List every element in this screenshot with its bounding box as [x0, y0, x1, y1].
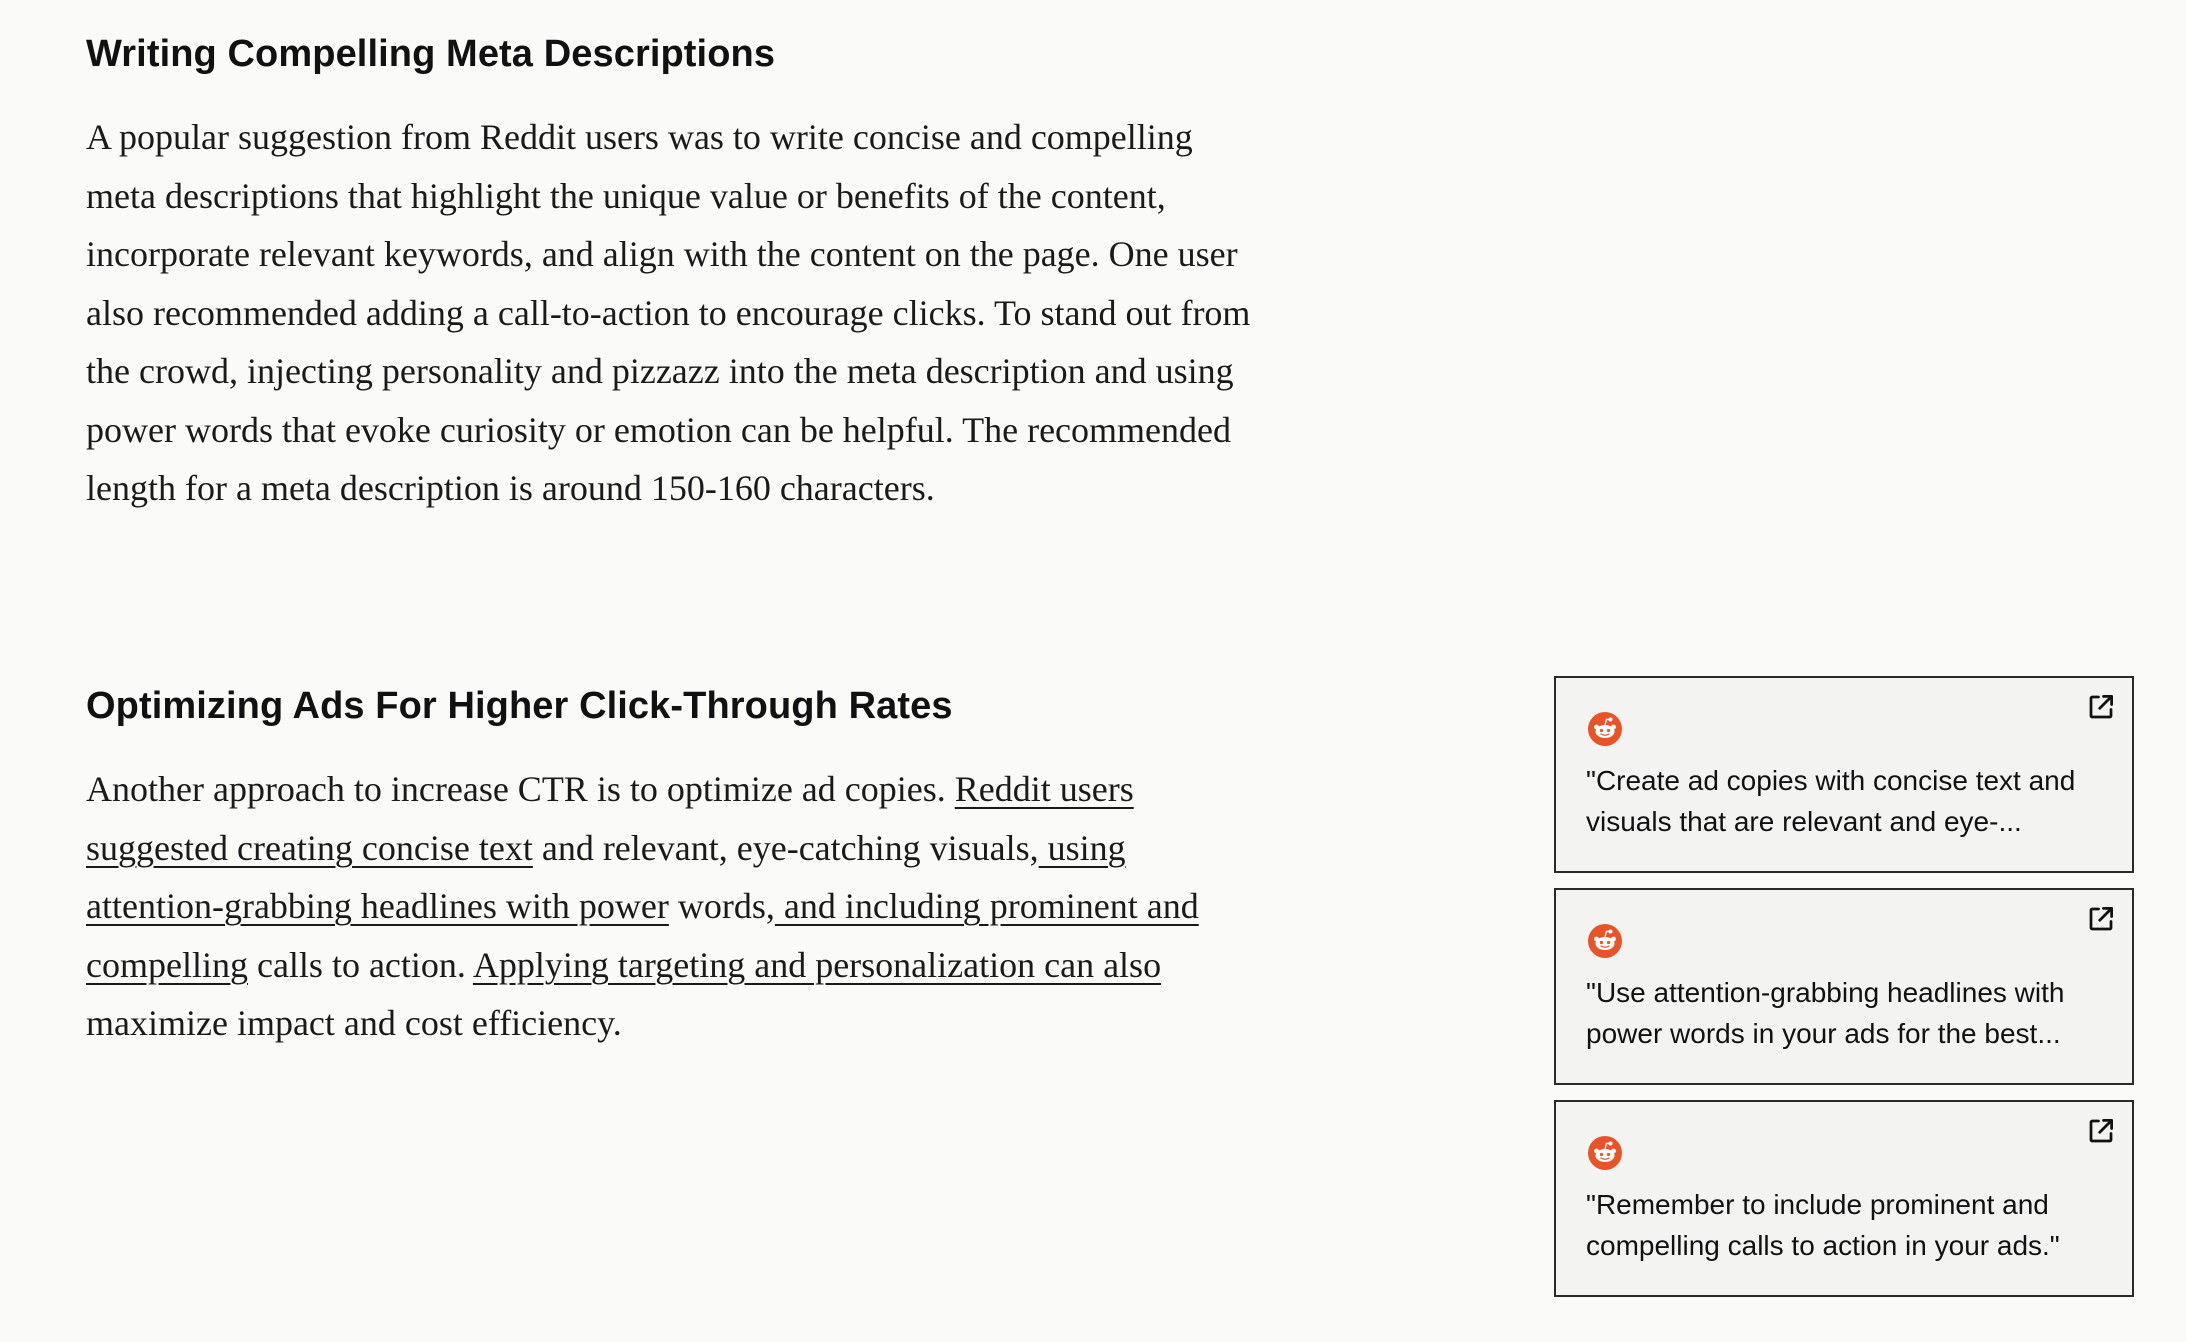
citation-link-concise-text[interactable]: Reddit users suggested creating concise text — [86, 769, 1134, 868]
section-paragraph: A popular suggestion from Reddit users was to write concise and compelling meta descriptions that highlight the unique value or benefits of the content, incorporate relevant keywords, and align with the content on the page. One user also recommended adding a call-to-action to encourage clicks. To stand out from the crowd, injecting personality and pizzazz into the meta description and using power words that evoke curiosity or emotion can be helpful. The recommended length for a meta description is around 150-160 characters. — [86, 117, 1251, 508]
paragraph-text: calls to action. — [247, 944, 473, 985]
citation-link-calls-to-action[interactable]: and including prominent and compelling — [86, 886, 1199, 985]
section-heading: Writing Compelling Meta Descriptions — [86, 33, 776, 75]
reddit-source-card[interactable] — [1554, 1100, 2134, 1297]
reddit-source-card[interactable] — [1554, 676, 2134, 873]
section-heading: Optimizing Ads For Higher Click-Through Rates — [86, 685, 953, 727]
section-paragraph — [86, 760, 1266, 1053]
external-link-icon[interactable] — [2086, 1116, 2116, 1146]
card-quote: "Use attention-grabbing headlines with power words in your ads for the best... — [1586, 977, 2065, 1049]
reddit-source-cards — [1554, 676, 2134, 1312]
card-quote: "Create ad copies with concise text and visuals that are relevant and eye-... — [1586, 765, 2076, 837]
section-optimizing-ads — [86, 680, 1266, 1053]
citation-link-targeting[interactable]: Applying targeting and personalization can also — [472, 944, 1162, 985]
paragraph-text: words, — [668, 886, 775, 926]
paragraph-text: Another approach to increase CTR is to optimize ad copies. — [86, 769, 955, 809]
paragraph-text: and relevant, eye-catching visuals, — [532, 827, 1039, 868]
reddit-icon — [1588, 924, 1622, 958]
reddit-icon — [1588, 712, 1622, 746]
reddit-icon — [1588, 1136, 1622, 1170]
reddit-source-card[interactable] — [1554, 888, 2134, 1085]
paragraph-text: maximize impact and cost efficiency. — [86, 1003, 622, 1043]
external-link-icon[interactable] — [2086, 692, 2116, 722]
citation-link-headlines[interactable]: using attention-grabbing headlines with power — [86, 827, 1126, 926]
section-meta-descriptions — [86, 28, 1266, 518]
card-quote: "Remember to include prominent and compelling calls to action in your ads." — [1586, 1189, 2060, 1261]
external-link-icon[interactable] — [2086, 904, 2116, 934]
